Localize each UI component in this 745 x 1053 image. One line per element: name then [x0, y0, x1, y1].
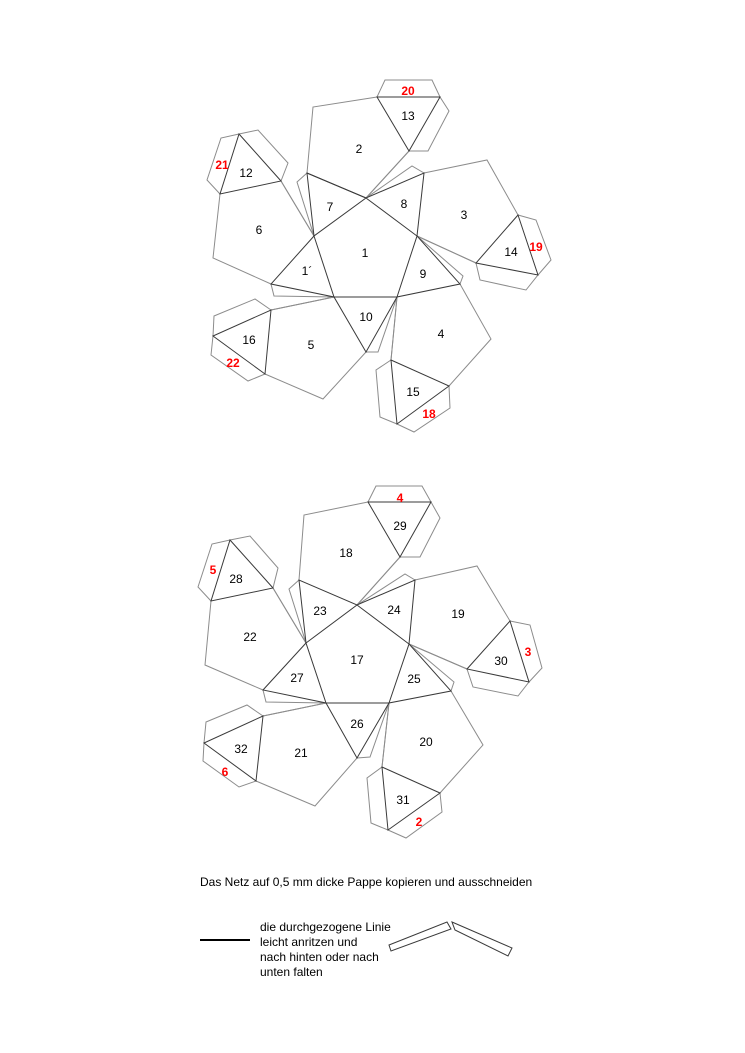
face-label: 25	[407, 672, 421, 686]
tab-number-label: 18	[422, 407, 436, 421]
face-label: 23	[313, 604, 327, 618]
tab-number-label: 6	[221, 765, 229, 779]
face-label: 14	[504, 245, 518, 259]
face-label: 31	[396, 793, 410, 807]
legend-solid-line	[200, 939, 250, 941]
face-label: 7	[326, 200, 334, 214]
top-net	[207, 80, 551, 432]
face-label: 9	[419, 267, 427, 281]
face-label: 22	[243, 630, 257, 644]
legend-line-4: unten falten	[260, 965, 323, 979]
face-label: 13	[401, 109, 415, 123]
face-label: 1	[361, 246, 369, 260]
face-label: 10	[359, 310, 373, 324]
face-label: 2	[355, 142, 363, 156]
legend-description	[260, 920, 391, 980]
tab-number-label: 21	[215, 158, 229, 172]
face-label: 30	[494, 654, 508, 668]
tab-number-label: 20	[401, 84, 415, 98]
face-label: 19	[451, 607, 465, 621]
tab-number-label: 5	[209, 563, 217, 577]
face-label: 12	[239, 166, 253, 180]
top-net-cut-lines	[207, 80, 551, 432]
face-label: 21	[294, 746, 308, 760]
tab-number-label: 22	[226, 356, 240, 370]
tab-number-label: 2	[415, 815, 423, 829]
face-label: 5	[307, 338, 315, 352]
face-label: 15	[406, 385, 420, 399]
face-label: 20	[419, 735, 433, 749]
face-label: 4	[437, 327, 445, 341]
tab-number-label: 19	[529, 240, 543, 254]
folded-cardboard-icon	[389, 922, 512, 956]
bottom-net	[198, 486, 542, 838]
legend-line-1: die durchgezogene Linie	[260, 920, 391, 934]
face-label: 32	[234, 742, 248, 756]
bottom-net-cut-lines	[198, 486, 542, 838]
face-label: 27	[290, 671, 304, 685]
face-label: 8	[400, 197, 408, 211]
face-label: 6	[255, 223, 263, 237]
legend-line-2: leicht anritzen und	[260, 935, 358, 949]
face-label: 26	[350, 717, 364, 731]
face-label: 17	[350, 653, 364, 667]
face-label: 28	[229, 572, 243, 586]
tab-number-label: 4	[396, 491, 404, 505]
face-label: 18	[339, 546, 353, 560]
face-label: 3	[460, 208, 468, 222]
legend-line-3: nach hinten oder nach	[260, 950, 379, 964]
face-label: 16	[242, 333, 256, 347]
bottom-net-fold-lines	[204, 502, 529, 830]
face-label: 1´	[301, 264, 313, 278]
tab-number-label: 3	[524, 645, 532, 659]
face-label: 29	[393, 519, 407, 533]
face-label: 24	[387, 603, 401, 617]
instruction-text: Das Netz auf 0,5 mm dicke Pappe kopieren und ausschneiden	[200, 875, 533, 889]
